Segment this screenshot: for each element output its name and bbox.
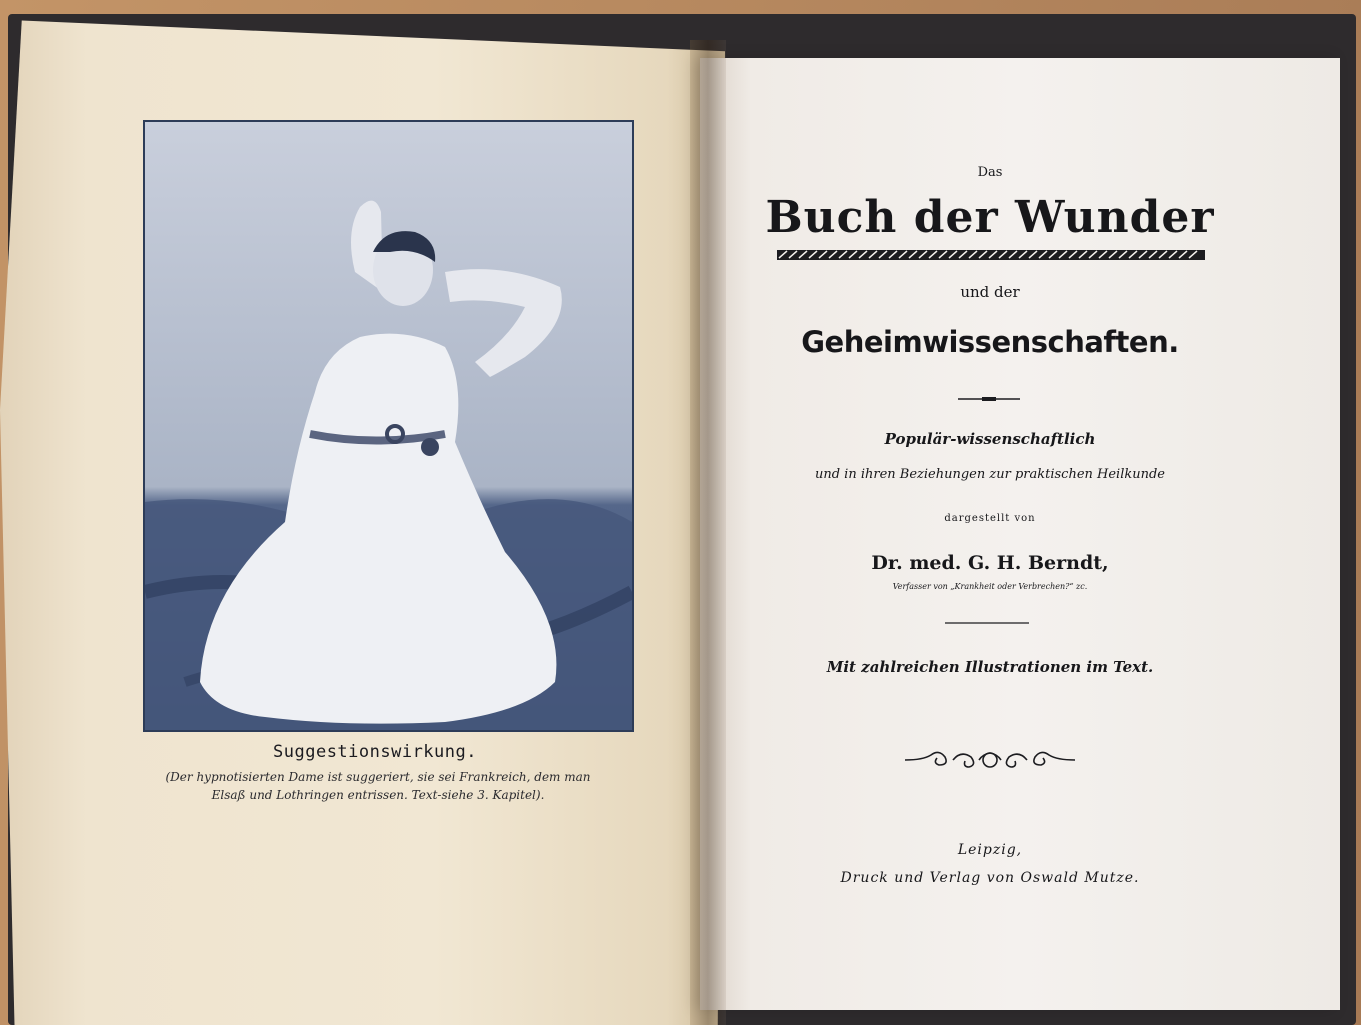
caption-line: (Der hypnotisierten Dame ist suggeriert, sie sei Frankreich, dem man: [165, 770, 591, 784]
short-divider-rule: [958, 396, 1020, 402]
publisher-name: Druck und Verlag von Oswald Mutze.: [840, 870, 1140, 886]
book-gutter: [690, 40, 726, 1025]
description-popular: Populär-wissenschaftlich: [884, 430, 1096, 448]
frontispiece-photo: [143, 120, 634, 732]
main-title: Buch der Wunder: [765, 192, 1215, 243]
author-note: Verfasser von „Krankheit oder Verbrechen?“ zc.: [892, 582, 1088, 591]
dargestellt-von: dargestellt von: [944, 513, 1036, 524]
publisher-city: Leipzig,: [957, 842, 1023, 858]
title-das: Das: [977, 165, 1003, 180]
caption-line: Elsaß und Lothringen entrissen. Text-siehe 3. Kapitel).: [211, 788, 545, 802]
illustrations-note: Mit zahlreichen Illustrationen im Text.: [826, 658, 1154, 676]
title-und-der: und der: [960, 283, 1020, 301]
frontispiece-caption-title: Suggestionswirkung.: [273, 742, 477, 762]
author-name: Dr. med. G. H. Berndt,: [871, 552, 1109, 574]
subtitle: Geheimwissenschaften.: [801, 325, 1179, 359]
description-beziehungen: und in ihren Beziehungen zur praktischen Heilkunde: [814, 467, 1165, 482]
ornament-flourish: [903, 745, 1077, 775]
frontispiece-caption-text: [138, 768, 618, 804]
thin-divider-rule: [945, 621, 1029, 625]
title-underline-rule: [777, 250, 1205, 262]
